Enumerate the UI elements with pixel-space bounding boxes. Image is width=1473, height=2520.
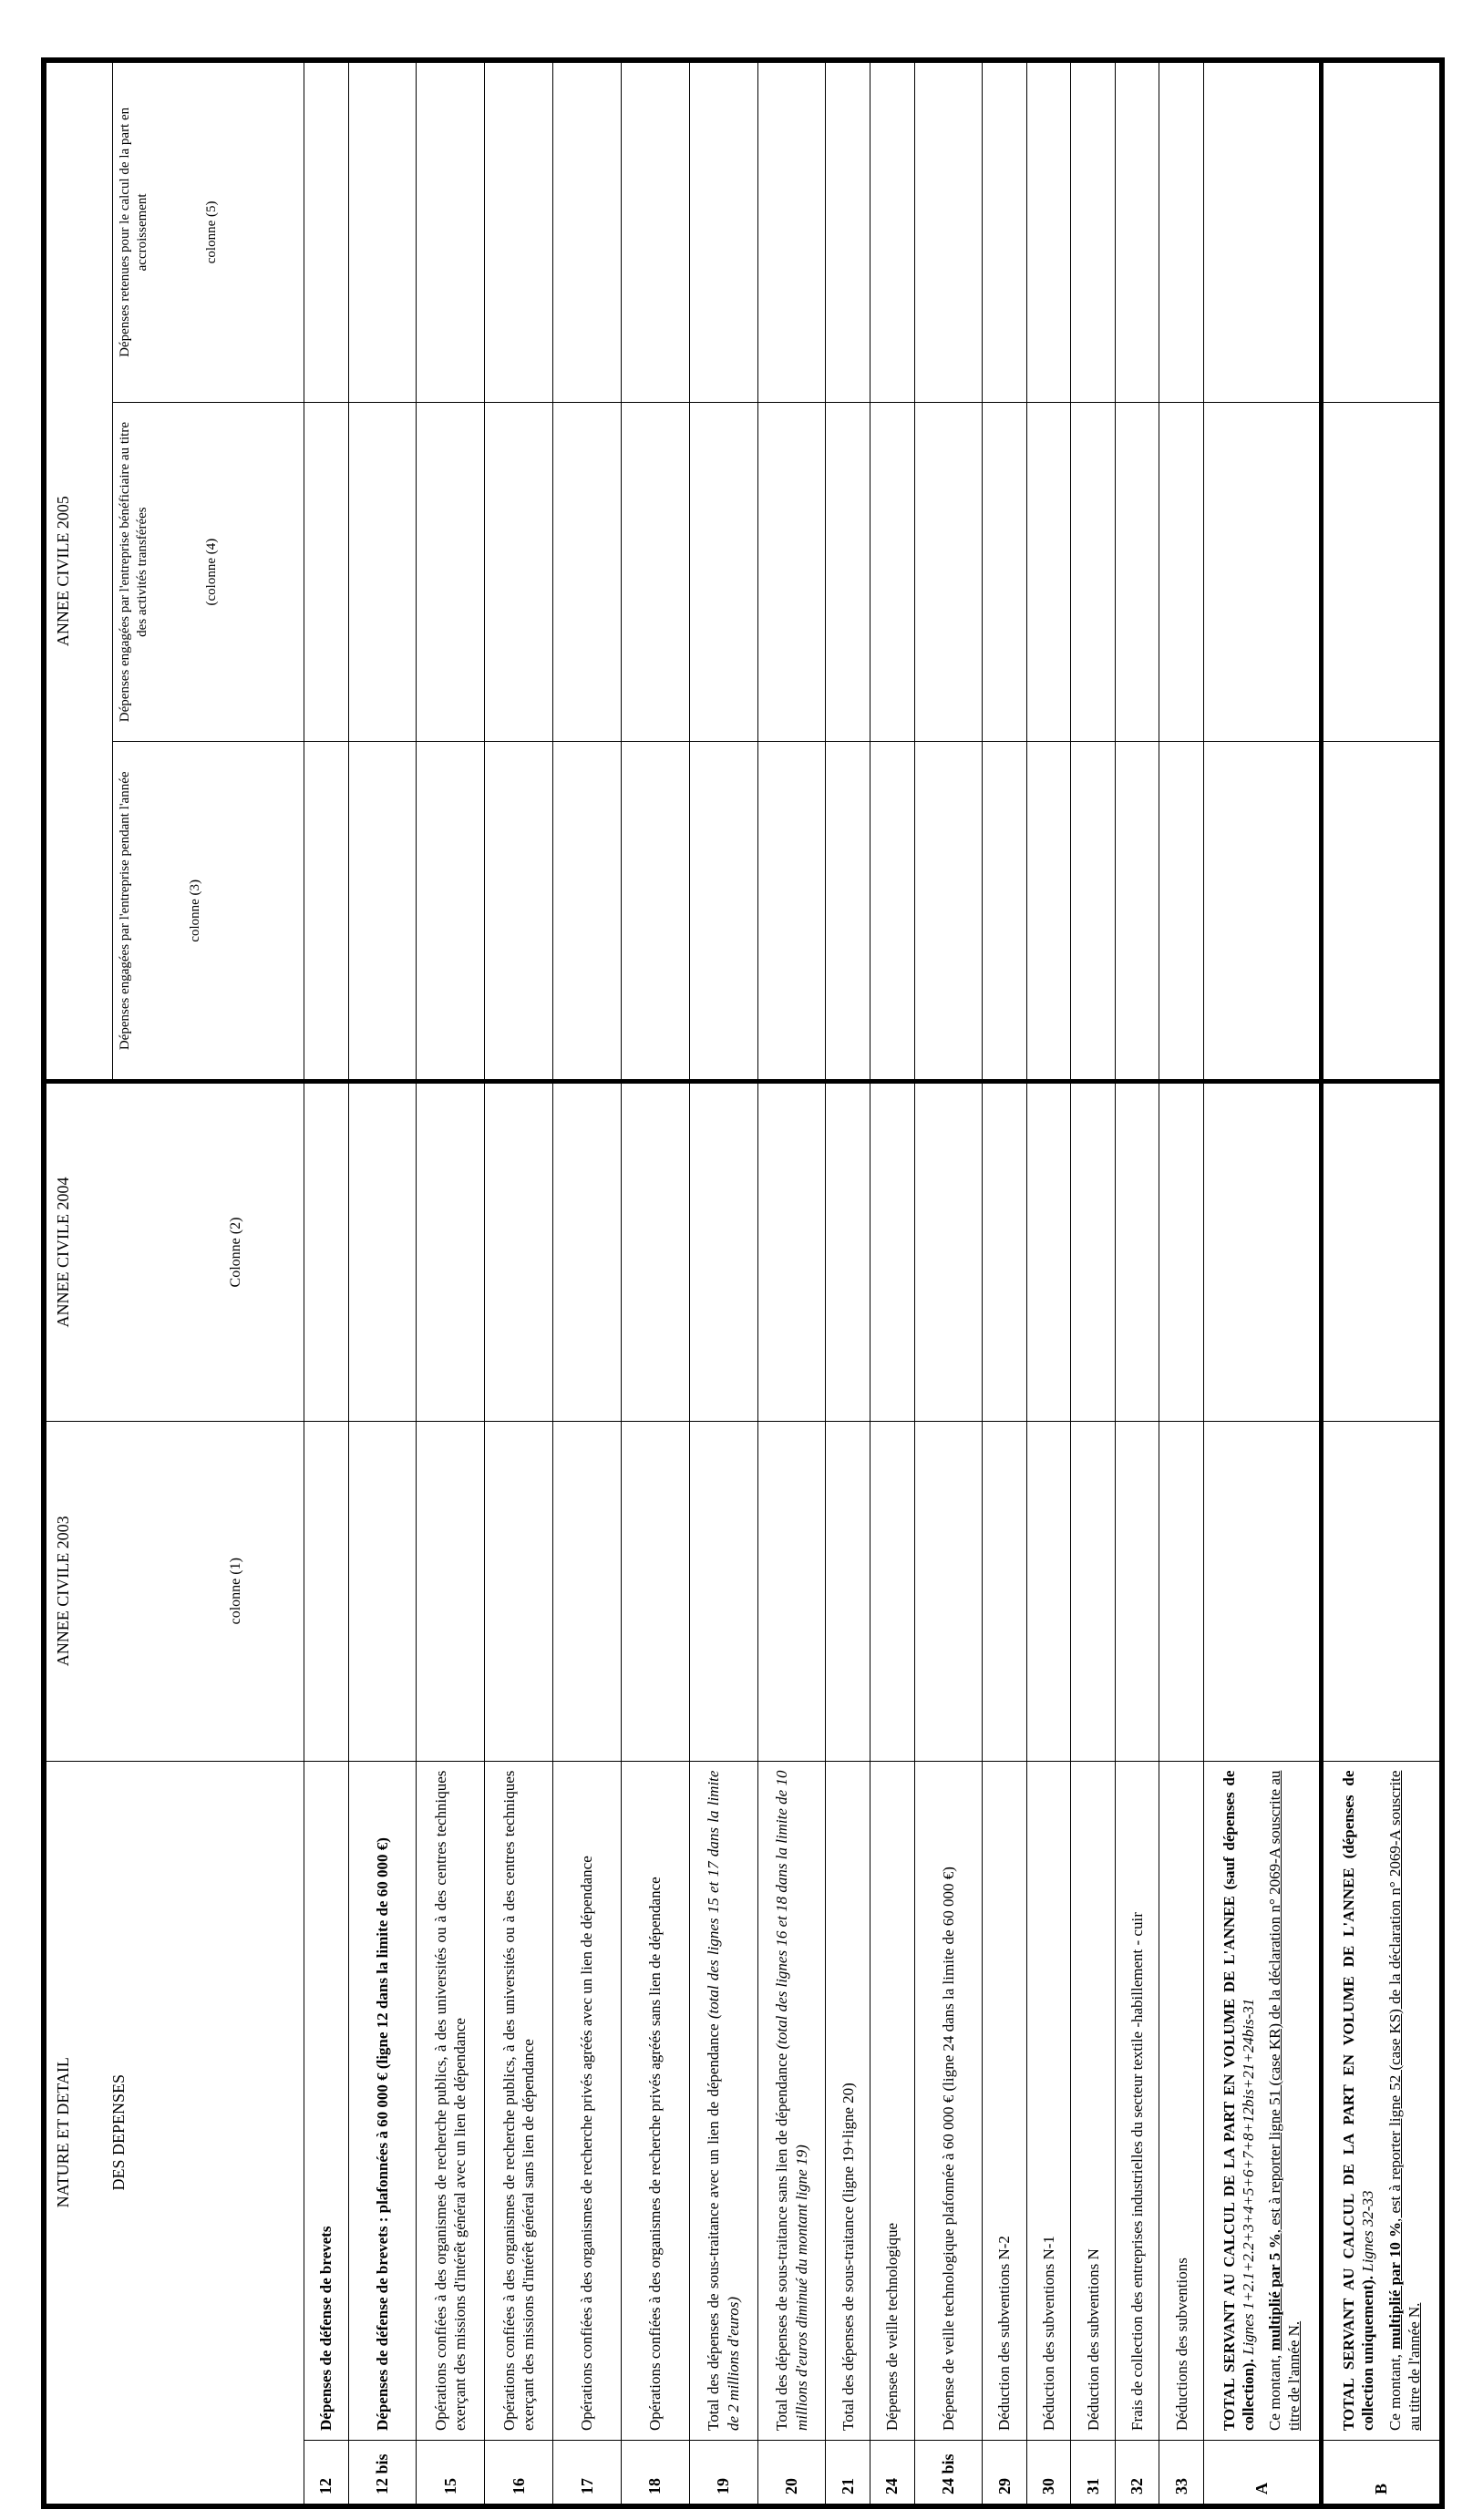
table-row [553,63,622,2505]
cell-col2[interactable] [417,1082,485,1422]
col2-label: Colonne (2) [228,1217,243,1288]
row-number: 18 [621,2440,689,2504]
row-number: 15 [417,2440,485,2504]
table-row [689,63,757,2505]
cell-col2[interactable] [689,1082,757,1422]
cell-col4[interactable] [417,402,485,742]
table-row [870,63,914,2505]
row-label-note: (total des lignes 16 et 18 dans la limite de 10 millions d'euros diminué du montant ligne 19) [773,1770,810,2431]
cell-col5[interactable] [1204,63,1322,403]
total-a-note-start: Ce montant, [1266,2354,1284,2431]
row-label-text: Total des dépenses de sous-traitance sans lien de dépendance [773,2052,791,2431]
cell-col1[interactable] [621,1421,689,1761]
cell-col3[interactable] [870,742,914,1082]
table-row [1071,63,1116,2505]
cell-col1[interactable] [485,1421,553,1761]
cell-col2[interactable] [1159,1082,1204,1422]
cell-col3[interactable] [553,742,622,1082]
col3-header [112,742,304,1082]
row-number: B [1322,2440,1440,2504]
col4-label: (colonne (4) [204,538,220,606]
row-label-note: (total des lignes 15 et 17 dans la limite de 2 millions d'euros) [705,1770,742,2431]
cell-col5[interactable] [1115,63,1159,403]
cell-col1[interactable] [757,1421,826,1761]
cell-col5[interactable] [689,63,757,403]
row-label: Déduction des subventions N [1071,1761,1116,2440]
row-number: 30 [1026,2440,1071,2504]
table-row [983,63,1027,2505]
cell-col3[interactable] [826,742,870,1082]
cell-col5[interactable] [983,63,1027,403]
cell-col1[interactable] [870,1421,914,1761]
cell-col3[interactable] [1115,742,1159,1082]
row-label: Dépenses de défense de brevets : plafonnées à 60 000 € (ligne 12 dans la limite de 60 000 €) [348,1761,417,2440]
col4-header [112,402,304,742]
cell-col3[interactable] [983,742,1027,1082]
cell-col4[interactable] [870,402,914,742]
table-row [1159,63,1204,2505]
row-number: 24 [870,2440,914,2504]
cell-col2[interactable] [870,1082,914,1422]
row-number: 31 [1071,2440,1116,2504]
cell-col4[interactable] [348,402,417,742]
cell-col4[interactable] [689,402,757,742]
table-row [1026,63,1071,2505]
table-row [1115,63,1159,2505]
year-2005-header [46,63,113,1082]
cell-col4[interactable] [1159,402,1204,742]
row-number: 20 [757,2440,826,2504]
cell-col1[interactable] [1115,1421,1159,1761]
cell-col4[interactable] [1204,402,1322,742]
year-2005-label: ANNEE CIVILE 2005 [54,496,72,647]
row-label [689,1761,757,2440]
row-number: 21 [826,2440,870,2504]
row-label-text: Total des dépenses de sous-traitance avec un lien de dépendance [705,2023,723,2431]
cell-col5[interactable] [553,63,622,403]
cell-col4[interactable] [1322,402,1440,742]
year-2004-header [46,1082,304,1422]
row-number: 12 bis [348,2440,417,2504]
cell-col1[interactable] [1071,1421,1116,1761]
cell-col5[interactable] [1026,63,1071,403]
row-label: Opérations confiées à des organismes de recherche privés agréés avec un lien de dépendance [553,1761,622,2440]
cell-col4[interactable] [983,402,1027,742]
table-row [757,63,826,2505]
cell-col3[interactable] [1204,742,1322,1082]
row-label: Opérations confiées à des organismes de recherche publics, à des universités ou à des centres techniques exerçant des missions d'intérêt général avec un lien de dépendance [417,1761,485,2440]
table-row [826,63,870,2505]
cell-col1[interactable] [1026,1421,1071,1761]
cell-col3[interactable] [757,742,826,1082]
col5-label: colonne (5) [204,201,220,264]
cell-col1[interactable] [914,1421,983,1761]
cell-col2[interactable] [1322,1082,1440,1422]
cell-col3[interactable] [417,742,485,1082]
total-a-title: TOTAL SERVANT AU CALCUL DE LA PART EN VOLUME DE L'ANNEE [1220,1896,1238,2431]
table-row [304,63,349,2505]
cell-col4[interactable] [485,402,553,742]
col5-header [112,63,304,403]
expenses-table [46,62,1440,2505]
cell-col4[interactable] [757,402,826,742]
table-row [417,63,485,2505]
total-a-label [1204,1761,1322,2440]
total-a-note-rate: multiplié par 5 % [1266,2233,1284,2351]
cell-col5[interactable] [870,63,914,403]
col3-label: colonne (3) [187,879,202,942]
cell-col1[interactable] [1159,1421,1204,1761]
table-row [914,63,983,2505]
nature-title: NATURE ET DETAIL [54,2057,72,2208]
row-number: A [1204,2440,1322,2504]
cell-col5[interactable] [304,63,349,403]
row-number: 24 bis [914,2440,983,2504]
row-label: Opérations confiées à des organismes de recherche publics, à des universités ou à des centres techniques exerçant des missions d'intérêt général sans lien de dépendance [485,1761,553,2440]
cell-col1[interactable] [348,1421,417,1761]
row-number: 17 [553,2440,622,2504]
row-label: Dépenses de défense de brevets [304,1761,349,2440]
cell-col2[interactable] [1026,1082,1071,1422]
cell-col1[interactable] [983,1421,1027,1761]
cell-col3[interactable] [621,742,689,1082]
row-label: Déduction des subventions N-2 [983,1761,1027,2440]
col3-desc: Dépenses engagées par l'entreprise pendant l'année [117,771,132,1051]
total-b-note-rate: multiplié par 10 % [1385,2221,1404,2350]
cell-col5[interactable] [417,63,485,403]
cell-col1[interactable] [1204,1421,1322,1761]
total-a-row [1204,63,1322,2505]
row-label: Frais de collection des entreprises industrielles du secteur textile -habillement - cuir [1115,1761,1159,2440]
cell-col5[interactable] [914,63,983,403]
row-label: Dépenses de veille technologique [870,1761,914,2440]
cell-col2[interactable] [914,1082,983,1422]
cell-col2[interactable] [757,1082,826,1422]
cell-col3[interactable] [689,742,757,1082]
total-b-note-end: , est à reporter ligne 52 (case KS) de la déclaration n° 2069-A souscrite au titre de l'année N. [1385,1770,1423,2431]
year-2003-label: ANNEE CIVILE 2003 [54,1516,72,1667]
table-row [348,63,417,2505]
cell-col3[interactable] [304,742,349,1082]
cell-col5[interactable] [348,63,417,403]
cell-col4[interactable] [826,402,870,742]
cell-col2[interactable] [553,1082,622,1422]
cell-col5[interactable] [757,63,826,403]
cell-col2[interactable] [485,1082,553,1422]
cell-col2[interactable] [826,1082,870,1422]
cell-col2[interactable] [1071,1082,1116,1422]
table-row [621,63,689,2505]
row-label: Total des dépenses de sous-traitance (ligne 19+ligne 20) [826,1761,870,2440]
cell-col5[interactable] [1071,63,1116,403]
cell-col1[interactable] [826,1421,870,1761]
year-2004-label: ANNEE CIVILE 2004 [54,1177,72,1328]
col1-label: colonne (1) [228,1558,243,1625]
form-frame [41,57,1445,2509]
nature-header [46,1761,304,2504]
cell-col5[interactable] [621,63,689,403]
row-label: Déductions des subventions [1159,1761,1204,2440]
total-b-note-start: Ce montant, [1385,2353,1404,2431]
cell-col3[interactable] [914,742,983,1082]
total-b-title: TOTAL SERVANT AU CALCUL DE LA PART EN VOLUME DE L'ANNEE [1340,1867,1358,2431]
cell-col3[interactable] [1071,742,1116,1082]
row-number: 19 [689,2440,757,2504]
cell-col3[interactable] [1159,742,1204,1082]
cell-col4[interactable] [914,402,983,742]
cell-col5[interactable] [1159,63,1204,403]
cell-col5[interactable] [485,63,553,403]
row-number: 16 [485,2440,553,2504]
cell-col2[interactable] [348,1082,417,1422]
cell-col2[interactable] [1115,1082,1159,1422]
row-number: 32 [1115,2440,1159,2504]
row-number: 33 [1159,2440,1204,2504]
cell-col5[interactable] [826,63,870,403]
total-a-title-bold: (sauf dépenses de collection). [1220,1770,1257,2431]
table-row [485,63,553,2505]
cell-col3[interactable] [1026,742,1071,1082]
cell-col2[interactable] [304,1082,349,1422]
cell-col3[interactable] [348,742,417,1082]
year-2003-header [46,1421,304,1761]
cell-col1[interactable] [304,1421,349,1761]
cell-col2[interactable] [983,1082,1027,1422]
cell-col3[interactable] [1322,742,1440,1082]
col5-desc: Dépenses retenues pour le calcul de la part en accroissement [117,107,149,357]
total-b-label [1322,1761,1440,2440]
cell-col1[interactable] [1322,1421,1440,1761]
row-number: 12 [304,2440,349,2504]
cell-col4[interactable] [621,402,689,742]
cell-col1[interactable] [553,1421,622,1761]
cell-col4[interactable] [304,402,349,742]
total-b-row [1322,63,1440,2505]
cell-col1[interactable] [417,1421,485,1761]
cell-col2[interactable] [621,1082,689,1422]
row-label: Déduction des subventions N-1 [1026,1761,1071,2440]
col4-desc: Dépenses engagées par l'entreprise bénéficiaire au titre des activités transférées [117,422,149,723]
total-b-lines: Lignes 32-33 [1359,2190,1377,2272]
nature-subtitle: DES DEPENSES [109,2074,128,2191]
cell-col1[interactable] [689,1421,757,1761]
cell-col2[interactable] [1204,1082,1322,1422]
cell-col4[interactable] [1026,402,1071,742]
total-a-lines: Lignes 1+2.1+2.2+3+4+5+6+7+8+12bis+21+24bis-31 [1239,1998,1257,2355]
row-label [757,1761,826,2440]
cell-col4[interactable] [553,402,622,742]
cell-col4[interactable] [1115,402,1159,742]
row-number: 29 [983,2440,1027,2504]
cell-col3[interactable] [485,742,553,1082]
cell-col4[interactable] [1071,402,1116,742]
row-label: Opérations confiées à des organismes de recherche privés agréés sans lien de dépendance [621,1761,689,2440]
total-a-note-end: , est à reporter ligne 51 (case KR) de la déclaration n° 2069-A souscrite au titre de l'année N. [1266,1770,1303,2431]
row-label: Dépense de veille technologique plafonnée à 60 000 € (ligne 24 dans la limite de 60 000 €) [914,1761,983,2440]
cell-col5[interactable] [1322,63,1440,403]
total-b-title-bold: (dépenses de collection uniquement). [1340,1770,1377,2431]
